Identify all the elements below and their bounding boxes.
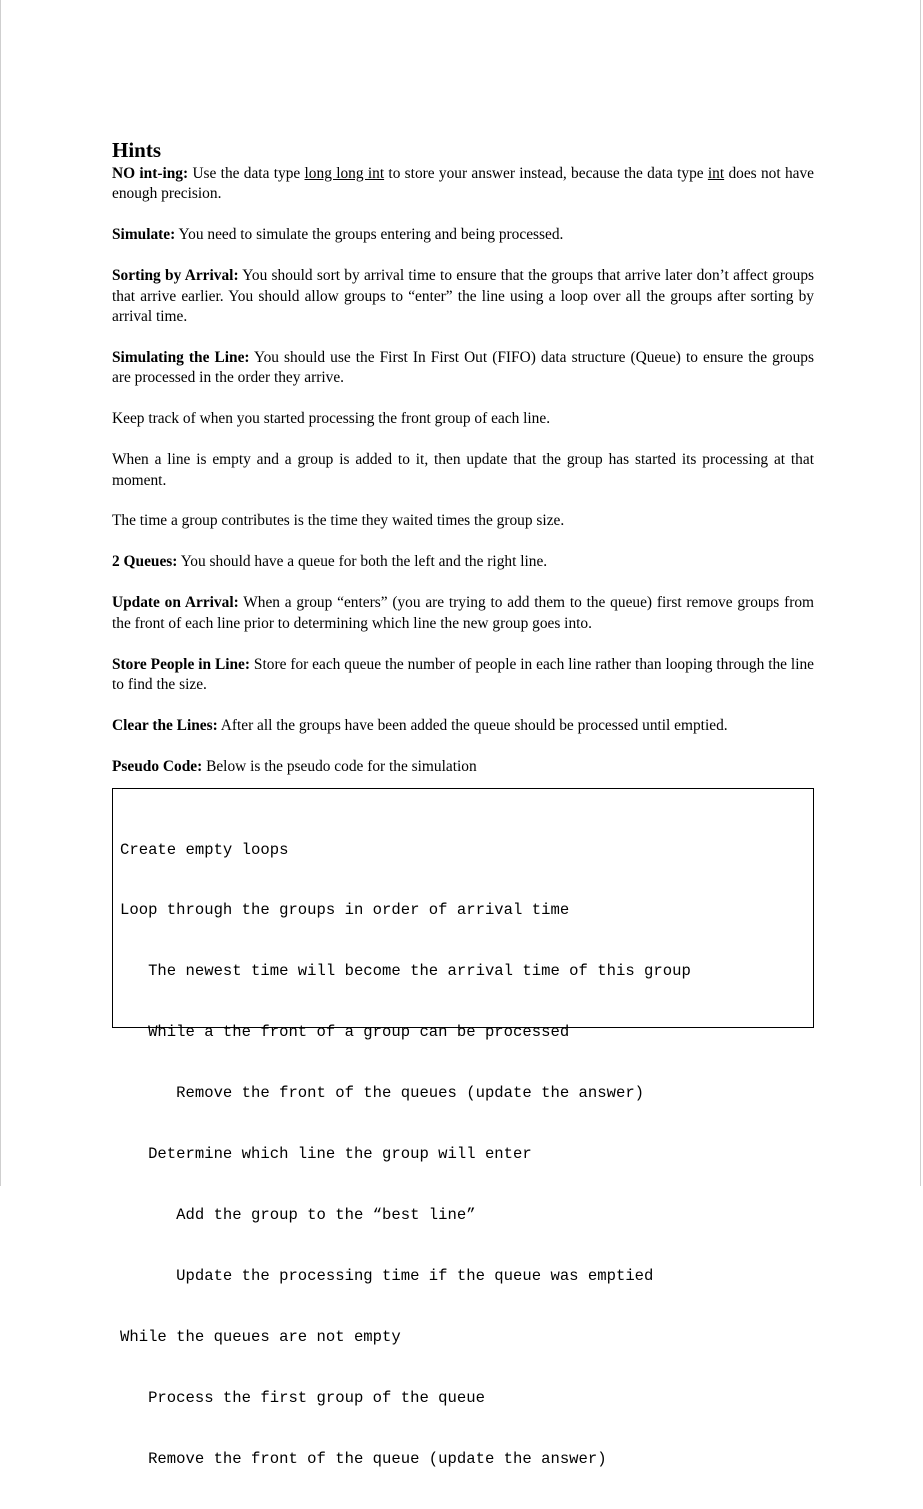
- code-line: The newest time will become the arrival time of this group: [120, 962, 691, 981]
- hint-simulating-line: Simulating the Line: You should use the First In First Out (FIFO) data structure (Queue) to ensure the groups are processed in the order they arrive.: [112, 348, 814, 387]
- code-term-int: int: [707, 165, 725, 182]
- page-title: Hints: [112, 138, 162, 162]
- hint-heading: Clear the Lines:: [112, 716, 218, 734]
- hint-pseudo-code: Pseudo Code: Below is the pseudo code for the simulation: [112, 757, 477, 775]
- hint-contribution: The time a group contributes is the time they waited times the group size.: [112, 512, 565, 530]
- hint-heading: Simulating the Line:: [112, 348, 250, 366]
- hint-empty-line: When a line is empty and a group is added to it, then update that the group has started its processing at that moment.: [112, 451, 814, 489]
- code-line: Determine which line the group will enter: [120, 1145, 532, 1164]
- hint-clear-lines: Clear the Lines: After all the groups have been added the queue should be processed until emptied.: [112, 716, 728, 734]
- hints-section: [112, 138, 814, 798]
- code-line: Create empty loops: [120, 840, 289, 859]
- pseudo-code-block: [112, 788, 814, 1468]
- code-line: Loop through the groups in order of arrival time: [120, 901, 570, 920]
- code-term-long-long-int: long long int: [304, 165, 385, 182]
- hint-heading: Sorting by Arrival:: [112, 267, 239, 285]
- hint-sorting: Sorting by Arrival: You should sort by arrival time to ensure that the groups that arrive later don’t affect groups that arrive earlier. You should allow groups to “enter” the line using a loop over all the groups after sorting by arrival time.: [112, 267, 815, 326]
- code-line: Add the group to the “best line”: [120, 1205, 476, 1224]
- hint-heading: Update on Arrival:: [112, 594, 239, 612]
- hint-keep-track: Keep track of when you started processing the front group of each line.: [112, 410, 551, 428]
- code-line: Remove the front of the queues (update the answer): [120, 1084, 645, 1103]
- hint-heading: Simulate:: [112, 226, 176, 244]
- hint-store-people: Store People in Line: Store for each queue the number of people in each line rather than looping through the line to find the size.: [112, 655, 814, 693]
- hint-heading: Store People in Line:: [112, 655, 250, 673]
- hint-two-queues: 2 Queues: You should have a queue for both the left and the right line.: [112, 553, 548, 571]
- hint-simulate: Simulate: You need to simulate the groups entering and being processed.: [112, 226, 564, 244]
- hint-heading: Pseudo Code:: [112, 757, 203, 775]
- code-line: While a the front of a group can be processed: [120, 1023, 570, 1042]
- hint-update-arrival: Update on Arrival: When a group “enters” (you are trying to add them to the queue) first remove groups from the front of each line prior to determining which line the new group goes into.: [112, 594, 814, 632]
- code-line: While the queues are not empty: [120, 1327, 401, 1346]
- code-line: Process the first group of the queue: [120, 1388, 485, 1407]
- code-line: Update the processing time if the queue was emptied: [120, 1266, 654, 1285]
- code-line: Remove the front of the queue (update the answer): [120, 1449, 607, 1468]
- hint-no-int: NO int-ing: Use the data type long long int to store your answer instead, because the data type int does not have enough precision.: [112, 165, 814, 203]
- hint-heading: NO int-ing:: [112, 165, 189, 182]
- hint-heading: 2 Queues:: [112, 553, 178, 571]
